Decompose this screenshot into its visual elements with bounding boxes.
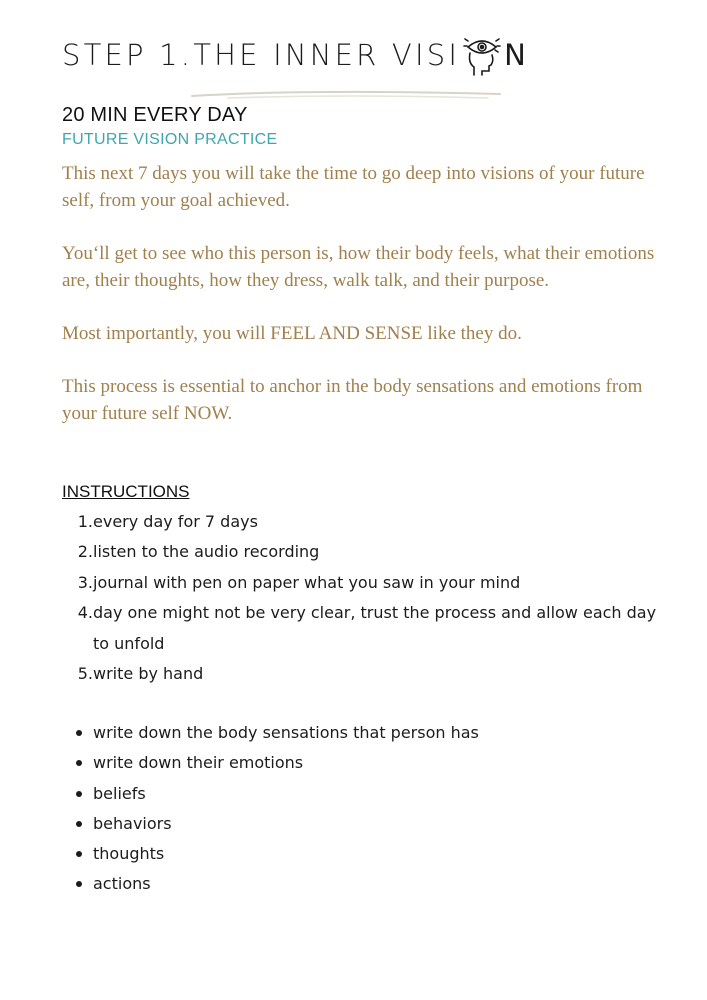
title-underline: [188, 86, 504, 102]
paragraph: Most importantly, you will FEEL AND SENSE like they do.: [62, 323, 522, 344]
title-text-end: N: [504, 38, 529, 72]
list-item: 1. every day for 7 days: [77, 512, 258, 531]
paragraph: You‘ll get to see who this person is, how their body feels, what their emotions are, their thoughts, how they dress, walk talk, and their purpose.: [62, 243, 655, 291]
bullet-icon: [62, 839, 93, 869]
bullet-icon: [62, 748, 93, 778]
list-item: write down their emotions: [62, 748, 479, 778]
paragraph: This next 7 days you will take the time to go deep into visions of your future self, from your goal achieved.: [62, 163, 645, 211]
title-text: STEP 1.THE INNER VISI: [62, 38, 461, 72]
instructions-heading: INSTRUCTIONS: [62, 482, 190, 501]
practice-subtitle: FUTURE VISION PRACTICE: [62, 131, 278, 148]
bullet-icon: [62, 869, 93, 899]
list-item: actions: [62, 869, 479, 899]
page-title: [62, 33, 529, 77]
duration-heading: 20 MIN EVERY DAY: [62, 104, 248, 126]
head-with-eye-icon: [462, 33, 502, 77]
list-item: 4. day one might not be very clear, trust the process and allow each day to unfold: [77, 603, 657, 653]
intro-text: [62, 160, 662, 453]
list-item: 2. listen to the audio recording: [77, 542, 320, 562]
bullet-icon: [62, 779, 93, 809]
bullet-icon: [62, 809, 93, 839]
numbered-list: [62, 507, 662, 689]
bullet-list: [62, 718, 479, 900]
paragraph: This process is essential to anchor in the body sensations and emotions from your future self NOW.: [62, 376, 643, 424]
list-item: 5. write by hand: [77, 664, 204, 684]
list-item: thoughts: [62, 839, 479, 869]
list-item: 3. journal with pen on paper what you saw in your mind: [77, 572, 521, 592]
list-item: write down the body sensations that person has: [62, 718, 479, 748]
bullet-icon: [62, 718, 93, 748]
list-item: behaviors: [62, 809, 479, 839]
list-item: beliefs: [62, 779, 479, 809]
